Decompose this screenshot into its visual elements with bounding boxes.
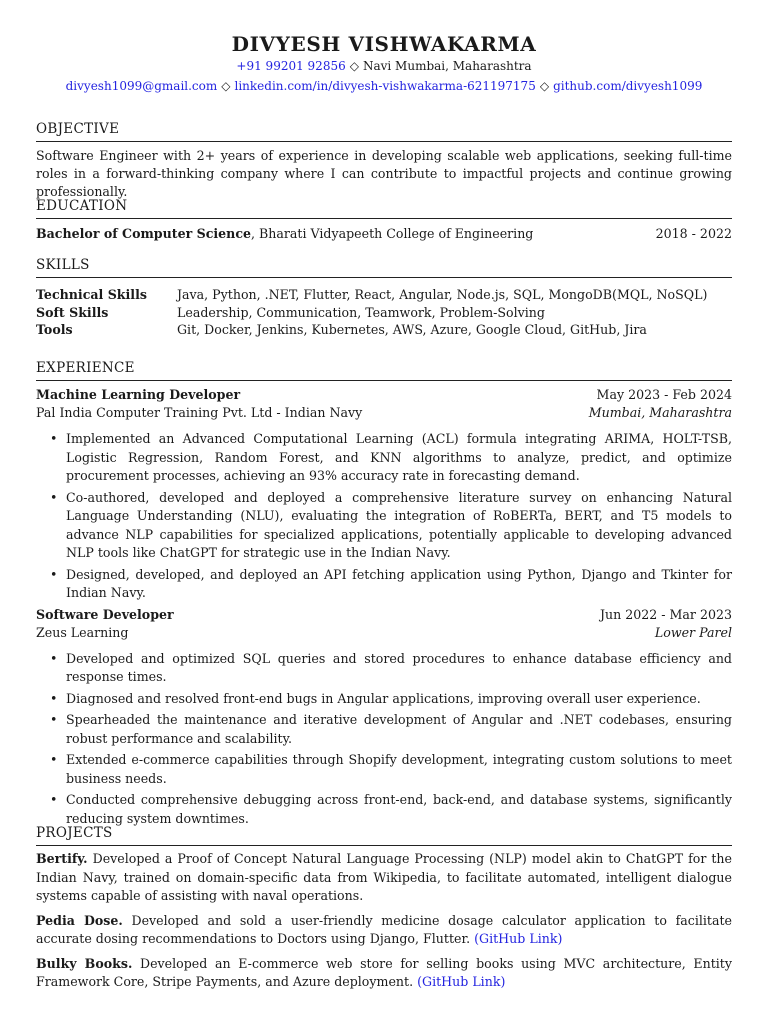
objective-section <box>36 120 732 201</box>
github-link-button[interactable]: (GitHub Link) <box>474 931 563 946</box>
section-heading: SKILLS <box>36 256 732 278</box>
github-link-button[interactable]: (GitHub Link) <box>417 974 506 989</box>
project-text: Developed and sold a user-friendly medicine dosage calculator application to facilitate accurate dosing recommendations to Doctors using Django, Flutter. <box>36 912 732 946</box>
section-heading: EDUCATION <box>36 197 732 219</box>
job-title-row <box>36 606 732 624</box>
project-item <box>36 912 732 949</box>
bullet-item: • Developed and optimized SQL queries and stored procedures to enhance database efficiency and response times. <box>66 650 732 687</box>
project-item <box>36 955 732 992</box>
skill-label: Technical Skills <box>36 287 147 302</box>
project-text: Developed a Proof of Concept Natural Language Processing (NLP) model akin to ChatGPT for the Indian Navy, trained on domain-specific data from Wikipedia, to facilitate automated, intelligent dialogue systems capable of assisting with naval operations. <box>36 851 732 903</box>
job-role: Machine Learning Developer <box>36 387 241 402</box>
job-bullets <box>36 430 732 603</box>
project-name: Bulky Books. <box>36 955 133 971</box>
email-link[interactable]: divyesh1099@gmail.com <box>65 79 218 93</box>
bullet-item: • Diagnosed and resolved front-end bugs in Angular applications, improving overall user experience. <box>66 690 732 709</box>
project-item <box>36 850 732 906</box>
education-section <box>36 197 732 243</box>
education-row <box>36 225 732 243</box>
skill-value: Leadership, Communication, Teamwork, Problem-Solving <box>177 304 545 320</box>
skill-value: Java, Python, .NET, Flutter, React, Angular, Node.js, SQL, MongoDB(MQL, NoSQL) <box>177 287 708 302</box>
job-title-row <box>36 386 732 404</box>
resume-page <box>36 0 732 989</box>
phone-link[interactable]: +91 99201 92856 <box>236 59 346 73</box>
separator-diamond: ◇ <box>349 59 359 73</box>
skill-label: Tools <box>36 322 73 337</box>
projects-section <box>36 824 732 998</box>
separator-diamond: ◇ <box>221 79 231 93</box>
section-heading: EXPERIENCE <box>36 359 732 381</box>
candidate-name: DIVYESH VISHWAKARMA <box>231 32 537 56</box>
linkedin-link[interactable]: linkedin.com/in/divyesh-vishwakarma-621197175 <box>234 79 536 93</box>
job-dates: Jun 2022 - Mar 2023 <box>599 606 732 622</box>
section-heading: OBJECTIVE <box>36 120 732 142</box>
job-role: Software Developer <box>36 606 174 622</box>
section-heading: PROJECTS <box>36 824 732 846</box>
bullet-item: • Designed, developed, and deployed an API fetching application using Python, Django and Tkinter for Indian Navy. <box>66 566 732 603</box>
job-entry <box>36 606 732 829</box>
job-dates: May 2023 - Feb 2024 <box>596 387 732 402</box>
location-text: Navi Mumbai, Maharashtra <box>362 59 532 73</box>
bullet-item: • Conducted comprehensive debugging across front-end, back-end, and database systems, significantly reducing system downtimes. <box>66 791 732 828</box>
project-name: Bertify. <box>36 851 88 866</box>
bullet-item: • Co-authored, developed and deployed a comprehensive literature survey on enhancing Natural Language Understanding (NLU), evaluating the integration of RoBERTa, BERT, and T5 models to advance NLP capabilities for specialized applications, potentially applicable to developing advanced NLP tools like ChatGPT for strategic use in the Indian Navy. <box>66 489 732 563</box>
github-link[interactable]: github.com/divyesh1099 <box>553 79 703 93</box>
school: , Bharati Vidyapeeth College of Engineering <box>251 226 534 241</box>
bullet-item: • Spearheaded the maintenance and iterative development of Angular and .NET codebases, ensuring robust performance and scalability. <box>66 711 732 748</box>
experience-section <box>36 359 732 831</box>
job-location: Lower Parel <box>654 624 732 640</box>
bullet-item: • Implemented an Advanced Computational Learning (ACL) formula integrating ARIMA, HOLT-TSB, Logistic Regression, Random Forest, and KNN algorithms to analyze, predict, and optimize procurement processes, achieving an 93% accuracy rate in forecasting demand. <box>66 430 732 486</box>
skills-grid <box>36 286 732 339</box>
separator-diamond: ◇ <box>539 79 550 93</box>
job-company-row <box>36 404 732 422</box>
skill-value: Git, Docker, Jenkins, Kubernetes, AWS, Azure, Google Cloud, GitHub, Jira <box>177 322 647 337</box>
contact-line-2 <box>36 76 732 96</box>
bullet-item: • Extended e-commerce capabilities through Shopify development, integrating custom solutions to meet business needs. <box>66 751 732 788</box>
skills-section <box>36 256 732 339</box>
objective-text: Software Engineer with 2+ years of experience in developing scalable web applications, seeking full-time roles in a forward-thinking company where I can contribute to impactful projects and continue growing professionally. <box>36 148 732 199</box>
job-bullets <box>36 650 732 829</box>
job-entry <box>36 386 732 603</box>
job-company-row <box>36 624 732 642</box>
degree: Bachelor of Computer Science <box>36 226 252 241</box>
job-location: Mumbai, Maharashtra <box>588 405 732 420</box>
project-text: Developed an E-commerce web store for selling books using MVC architecture, Entity Framework Core, Stripe Payments, and Azure deployment. <box>36 955 732 989</box>
job-company: Pal India Computer Training Pvt. Ltd - Indian Navy <box>36 405 363 420</box>
skill-label: Soft Skills <box>36 304 109 320</box>
job-company: Zeus Learning <box>36 624 129 640</box>
contact-line-1 <box>36 56 732 76</box>
project-name: Pedia Dose. <box>36 912 123 928</box>
education-years: 2018 - 2022 <box>655 226 732 241</box>
